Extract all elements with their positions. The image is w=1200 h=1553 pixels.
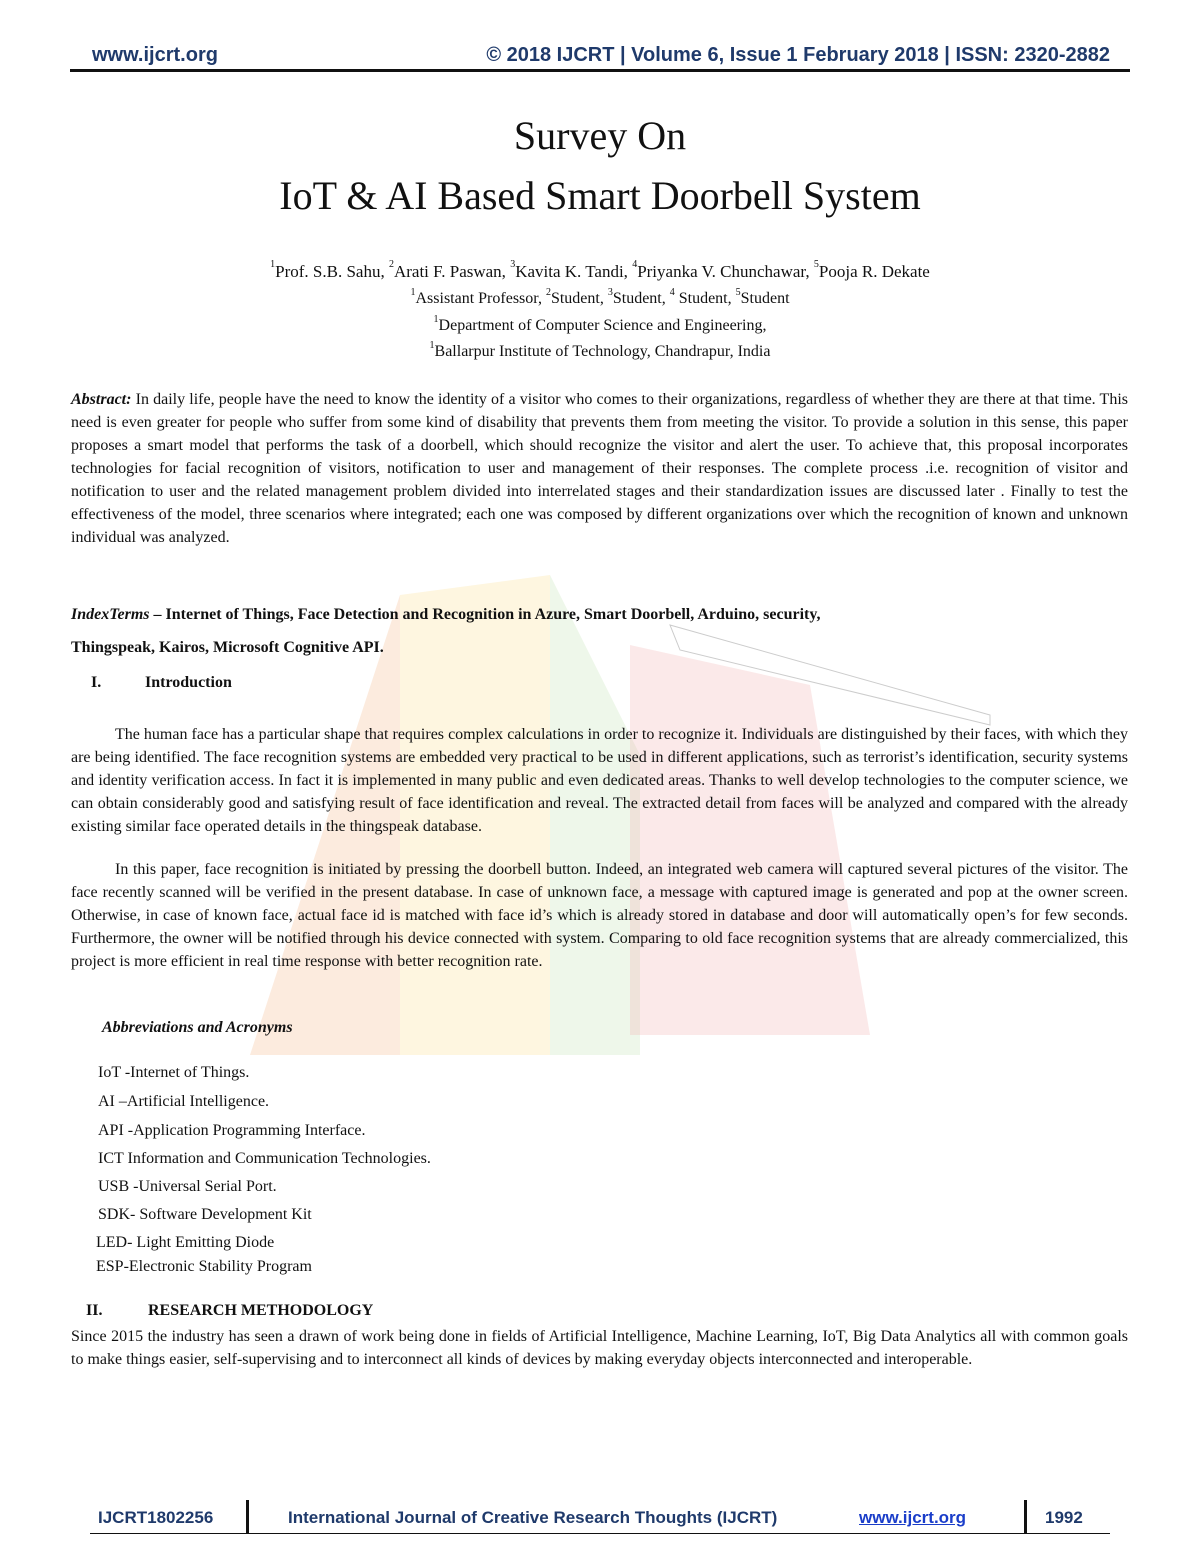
role-name: Student: [740, 290, 790, 307]
author-name: Kavita K. Tandi,: [515, 262, 633, 281]
index-terms-text: – Internet of Things, Face Detection and Recognition in Azure, Smart Doorbell, Arduino, security,: [149, 606, 821, 623]
index-terms-line1: [71, 606, 820, 624]
author-list: [0, 259, 1200, 282]
role-affil-mark: 1: [410, 287, 416, 298]
role-affil-mark: 5: [735, 287, 741, 298]
footer-paper-id: IJCRT1802256: [98, 1508, 214, 1527]
intro-paragraph-2: In this paper, face recognition is initiated by pressing the doorbell button. Indeed, an integrated web camera will captured several pictures of the visitor. The face recently scanned will be verified in the present database. In case of unknown face, a message with captured image is generated and pop at the owner screen. Otherwise, in case of known face, actual face id is matched with face id’s which is already stored in database and door will automatically open’s for few seconds. Furthermore, the owner will be notified through his device connected with system. Comparing to old face recognition systems that are already commercialized, this project is more efficient in real time response with better recognition rate.: [71, 861, 1128, 970]
author-affil-mark: 5: [813, 259, 819, 270]
abbreviation-item: SDK- Software Development Kit: [98, 1206, 312, 1223]
page-header: [70, 42, 1130, 72]
abbreviation-item: ICT Information and Communication Technologies.: [98, 1150, 431, 1167]
abbreviation-item: LED- Light Emitting Diode: [96, 1234, 275, 1251]
institute-name: Ballarpur Institute of Technology, Chandrapur, India: [434, 343, 771, 360]
abbreviation-item: IoT -Internet of Things.: [98, 1064, 250, 1081]
author-name: Arati F. Paswan,: [393, 262, 511, 281]
author-name: Prof. S.B. Sahu,: [275, 262, 389, 281]
role-name: Student,: [550, 290, 608, 307]
abstract-text: In daily life, people have the need to know the identity of a visitor who comes to their organizations, regardless of whether they are there at that time. This need is even greater for people who suffer from some kind of disability that prevents them from meeting the visitor. To provide a solution in this sense, this paper proposes a smart model that performs the task of a doorbell, which should recognize the visitor and alert the user. To achieve that, this proposal incorporates technologies for facial recognition of visitors, notification to user and management of their responses. The complete process .i.e. recognition of visitor and notification to user and the related management problem divided into interrelated stages and their standardization issues are discussed later . Finally to test the effectiveness of the model, three scenarios where integrated; each one was composed by different organizations over which the recognition of known and unknown individual was analyzed.: [71, 391, 1128, 546]
footer-site-link[interactable]: www.ijcrt.org: [859, 1508, 967, 1527]
author-name: Pooja R. Dekate: [818, 262, 930, 281]
department-line: [0, 314, 1200, 335]
institute-affil-mark: 1: [429, 340, 435, 351]
section1-heading: Introduction: [145, 674, 232, 691]
author-name: Priyanka V. Chunchawar,: [637, 262, 814, 281]
footer-page-number: 1992: [1045, 1508, 1083, 1527]
abbreviation-item: ESP-Electronic Stability Program: [96, 1258, 312, 1275]
role-name: Student,: [674, 290, 736, 307]
header-site-link[interactable]: www.ijcrt.org: [92, 44, 218, 66]
footer-divider: [1024, 1500, 1027, 1534]
index-terms-line2: Thingspeak, Kairos, Microsoft Cognitive API.: [71, 639, 384, 656]
role-name: Assistant Professor,: [415, 290, 546, 307]
intro-paragraph-1: The human face has a particular shape that requires complex calculations in order to recognize it. Individuals are distinguished by their faces, with which they are being identified. The face recognition systems are embedded very practical to be used in different applications, such as terrorist’s identification, security systems and identity verification access. In fact it is implemented in many public and even dedicated areas. Thanks to well develop technologies to the computer science, we can obtain considerably good and satisfying result of face identification and reveal. The extracted detail from faces will be analyzed and compared with the already existing similar face operated details in the thingspeak database.: [71, 726, 1128, 835]
role-affil-mark: 3: [607, 287, 613, 298]
author-roles: [0, 287, 1200, 308]
department-name: Department of Computer Science and Engineering,: [438, 317, 767, 334]
header-issue-info: © 2018 IJCRT | Volume 6, Issue 1 February 2018 | ISSN: 2320-2882: [486, 44, 1110, 66]
abstract: [71, 388, 1128, 549]
section2-number: II.: [86, 1302, 103, 1319]
page-footer: [90, 1500, 1110, 1534]
author-affil-mark: 1: [270, 259, 276, 270]
author-affil-mark: 2: [388, 259, 394, 270]
watermark-red-shape: [630, 645, 870, 1035]
header-rule: [70, 69, 1130, 72]
index-terms-label: IndexTerms: [71, 606, 150, 623]
abbreviations-heading: Abbreviations and Acronyms: [102, 1019, 293, 1036]
footer-journal-name: International Journal of Creative Research Thoughts (IJCRT): [288, 1508, 778, 1527]
institute-line: [0, 340, 1200, 361]
abstract-label: Abstract:: [71, 391, 132, 408]
section2-heading: RESEARCH METHODOLOGY: [148, 1302, 374, 1319]
abbreviation-item: API -Application Programming Interface.: [98, 1122, 366, 1139]
author-affil-mark: 3: [510, 259, 516, 270]
footer-divider: [246, 1500, 249, 1534]
paper-title-line2: IoT & AI Based Smart Doorbell System: [279, 173, 921, 218]
section1-number: I.: [91, 674, 102, 691]
footer-rule: [90, 1533, 1110, 1534]
department-affil-mark: 1: [433, 314, 439, 325]
role-affil-mark: 4: [669, 287, 675, 298]
abbreviation-item: AI –Artificial Intelligence.: [98, 1093, 270, 1110]
role-name: Student,: [612, 290, 670, 307]
role-affil-mark: 2: [545, 287, 551, 298]
paper-title-line1: Survey On: [513, 113, 687, 158]
research-paragraph: Since 2015 the industry has seen a drawn of work being done in fields of Artificial Intelligence, Machine Learning, IoT, Big Data Analytics all with common goals to make things easier, self-supervising and to interconnect all kinds of devices by making everyday objects interconnected and interoperable.: [71, 1328, 1128, 1368]
abbreviation-item: USB -Universal Serial Port.: [98, 1178, 277, 1195]
author-affil-mark: 4: [632, 259, 638, 270]
